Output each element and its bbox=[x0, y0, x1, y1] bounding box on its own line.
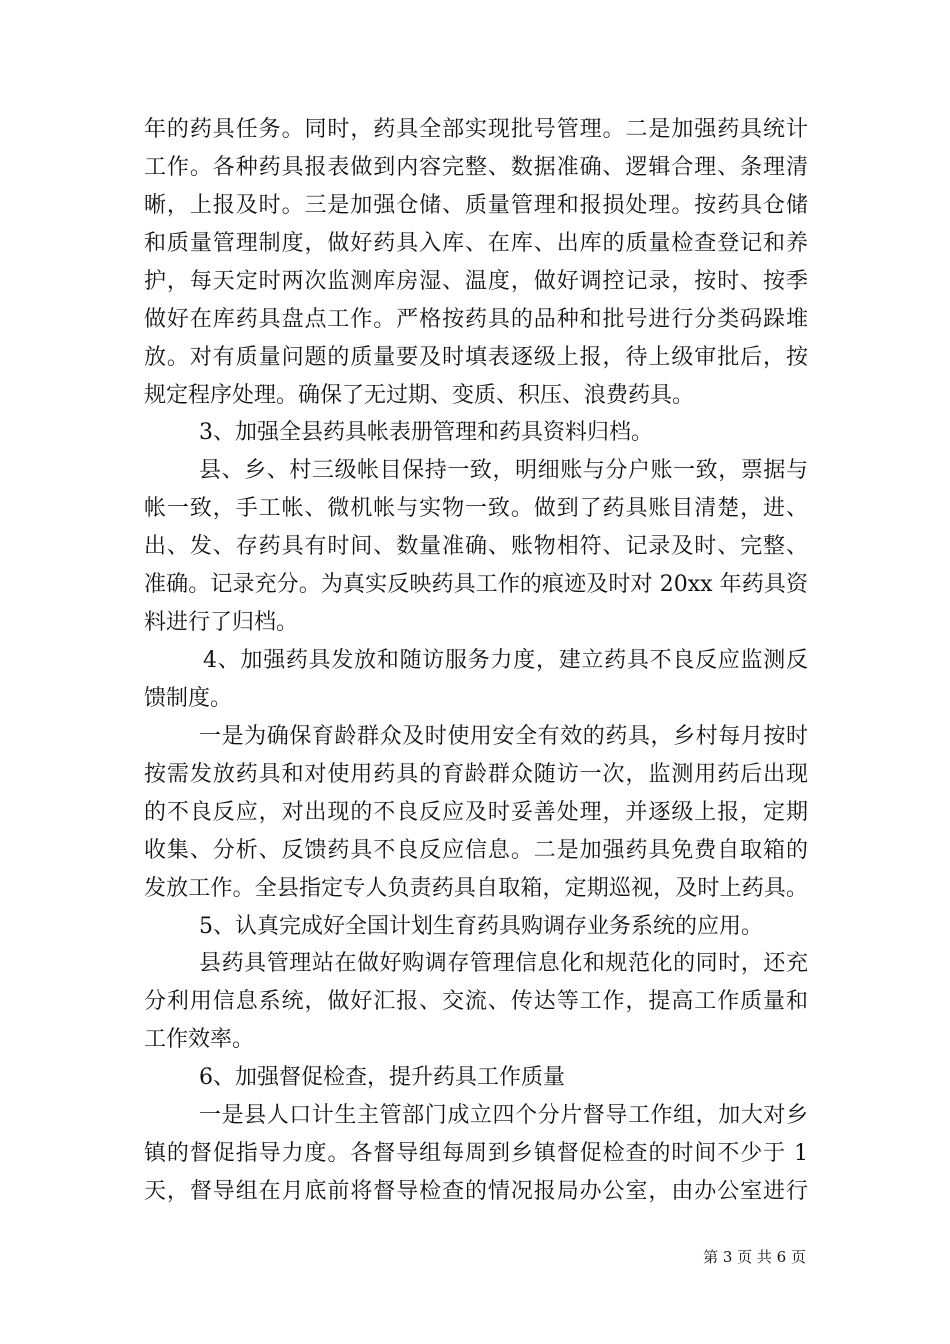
text-line: 发放工作。全县指定专人负责药具自取箱，定期巡视，及时上药具。 bbox=[144, 876, 808, 901]
text-line: 料进行了归档。 bbox=[144, 610, 299, 635]
section-heading: 4、加强药具发放和随访服务力度，建立药具不良反应监测反 bbox=[203, 648, 808, 673]
text-line: 工作。各种药具报表做到内容完整、数据准确、逻辑合理、条理清 bbox=[144, 155, 808, 180]
text-line: 县、乡、村三级帐目保持一致，明细账与分户账一致，票据与 bbox=[199, 458, 808, 483]
text-line: 天，督导组在月底前将督导检查的情况报局办公室，由办公室进行 bbox=[144, 1179, 808, 1204]
text-line: 分利用信息系统，做好汇报、交流、传达等工作，提高工作质量和 bbox=[144, 989, 808, 1014]
text-line: 按需发放药具和对使用药具的育龄群众随访一次，监测用药后出现 bbox=[144, 762, 808, 787]
text-line: 护，每天定时两次监测库房湿、温度，做好调控记录，按时、按季 bbox=[144, 269, 808, 294]
text-line: 放。对有质量问题的质量要及时填表逐级上报，待上级审批后，按 bbox=[144, 345, 808, 370]
text-line: 工作效率。 bbox=[144, 1027, 255, 1052]
text-line: 和质量管理制度，做好药具入库、在库、出库的质量检查登记和养 bbox=[144, 231, 808, 256]
text-line: 收集、分析、反馈药具不良反应信息。二是加强药具免费自取箱的 bbox=[144, 838, 808, 863]
text-line: 做好在库药具盘点工作。严格按药具的品种和批号进行分类码跺堆 bbox=[144, 307, 808, 332]
text-line: 出、发、存药具有时间、数量准确、账物相符、记录及时、完整、 bbox=[144, 534, 808, 559]
section-heading: 3、加强全县药具帐表册管理和药具资料归档。 bbox=[199, 420, 653, 445]
text-line: 一是为确保育龄群众及时使用安全有效的药具，乡村每月按时 bbox=[199, 724, 808, 749]
text-line: 一是县人口计生主管部门成立四个分片督导工作组，加大对乡 bbox=[199, 1103, 808, 1128]
text-line: 县药具管理站在做好购调存管理信息化和规范化的同时，还充 bbox=[199, 951, 808, 976]
section-heading: 6、加强督促检查，提升药具工作质量 bbox=[199, 1065, 565, 1090]
section-heading: 5、认真完成好全国计划生育药具购调存业务系统的应用。 bbox=[199, 914, 763, 939]
text-line: 晰，上报及时。三是加强仓储、质量管理和报损处理。按药具仓储 bbox=[144, 193, 808, 218]
text-line: 的不良反应，对出现的不良反应及时妥善处理，并逐级上报，定期 bbox=[144, 800, 808, 825]
text-line: 规定程序处理。确保了无过期、变质、积压、浪费药具。 bbox=[144, 383, 695, 408]
page-number: 第 3 页 共 6 页 bbox=[703, 1248, 806, 1266]
text-line: 帐一致，手工帐、微机帐与实物一致。做到了药具账目清楚，进、 bbox=[144, 496, 808, 521]
text-line: 镇的督促指导力度。各督导组每周到乡镇督促检查的时间不少于 1 bbox=[144, 1141, 808, 1166]
text-line: 准确。记录充分。为真实反映药具工作的痕迹及时对 20xx 年药具资 bbox=[144, 572, 808, 597]
text-line: 年的药具任务。同时，药具全部实现批号管理。二是加强药具统计 bbox=[144, 117, 808, 142]
section-heading: 馈制度。 bbox=[144, 686, 233, 711]
